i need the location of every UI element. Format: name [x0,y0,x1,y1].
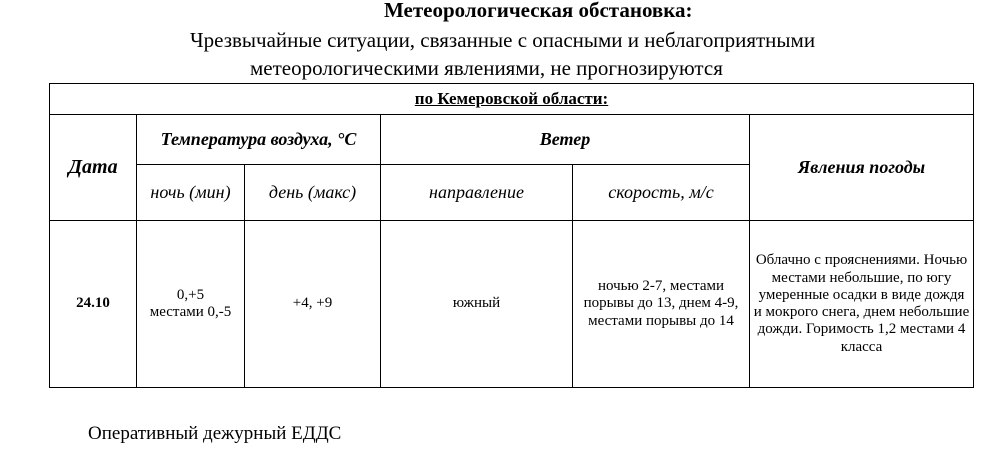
wind-speed-cell: ночью 2-7, местами порывы до 13, днем 4-9, местами порывы до 14 [573,221,750,388]
day-temp-cell: +4, +9 [245,221,381,388]
direction-header: направление [381,165,573,221]
subtitle-line-2: метеорологическими явлениями, не прогнозируются [250,56,723,80]
table-row [50,221,974,388]
night-temp-local-value: местами 0,-5 [149,304,232,320]
day-header: день (макс) [245,165,381,221]
weather-forecast-table [49,83,974,388]
phenomena-cell: Облачно с прояснениями. Ночью местами небольшие, по югу умеренные осадки в виде дождя и мокрого снега, днем небольшие дожди. Горимость 1,2 местами 4 класса [750,221,974,388]
speed-header: скорость, м/с [573,165,750,221]
region-header: по Кемеровской области: [50,84,974,115]
footer-signature: Оперативный дежурный ЕДДС [88,423,342,444]
subtitle-line-1: Чрезвычайные ситуации, связанные с опасными и неблагоприятными [190,28,816,52]
temperature-header: Температура воздуха, °С [137,115,381,165]
wind-direction-cell: южный [381,221,573,388]
date-cell: 24.10 [50,221,137,388]
phenomena-header: Явления погоды [750,115,974,221]
page-title: Метеорологическая обстановка: [384,0,693,22]
wind-header: Ветер [381,115,750,165]
date-header: Дата [50,115,137,221]
night-header: ночь (мин) [137,165,245,221]
night-temp-cell [137,221,245,388]
night-temp-value: 0,+5 [176,286,205,303]
